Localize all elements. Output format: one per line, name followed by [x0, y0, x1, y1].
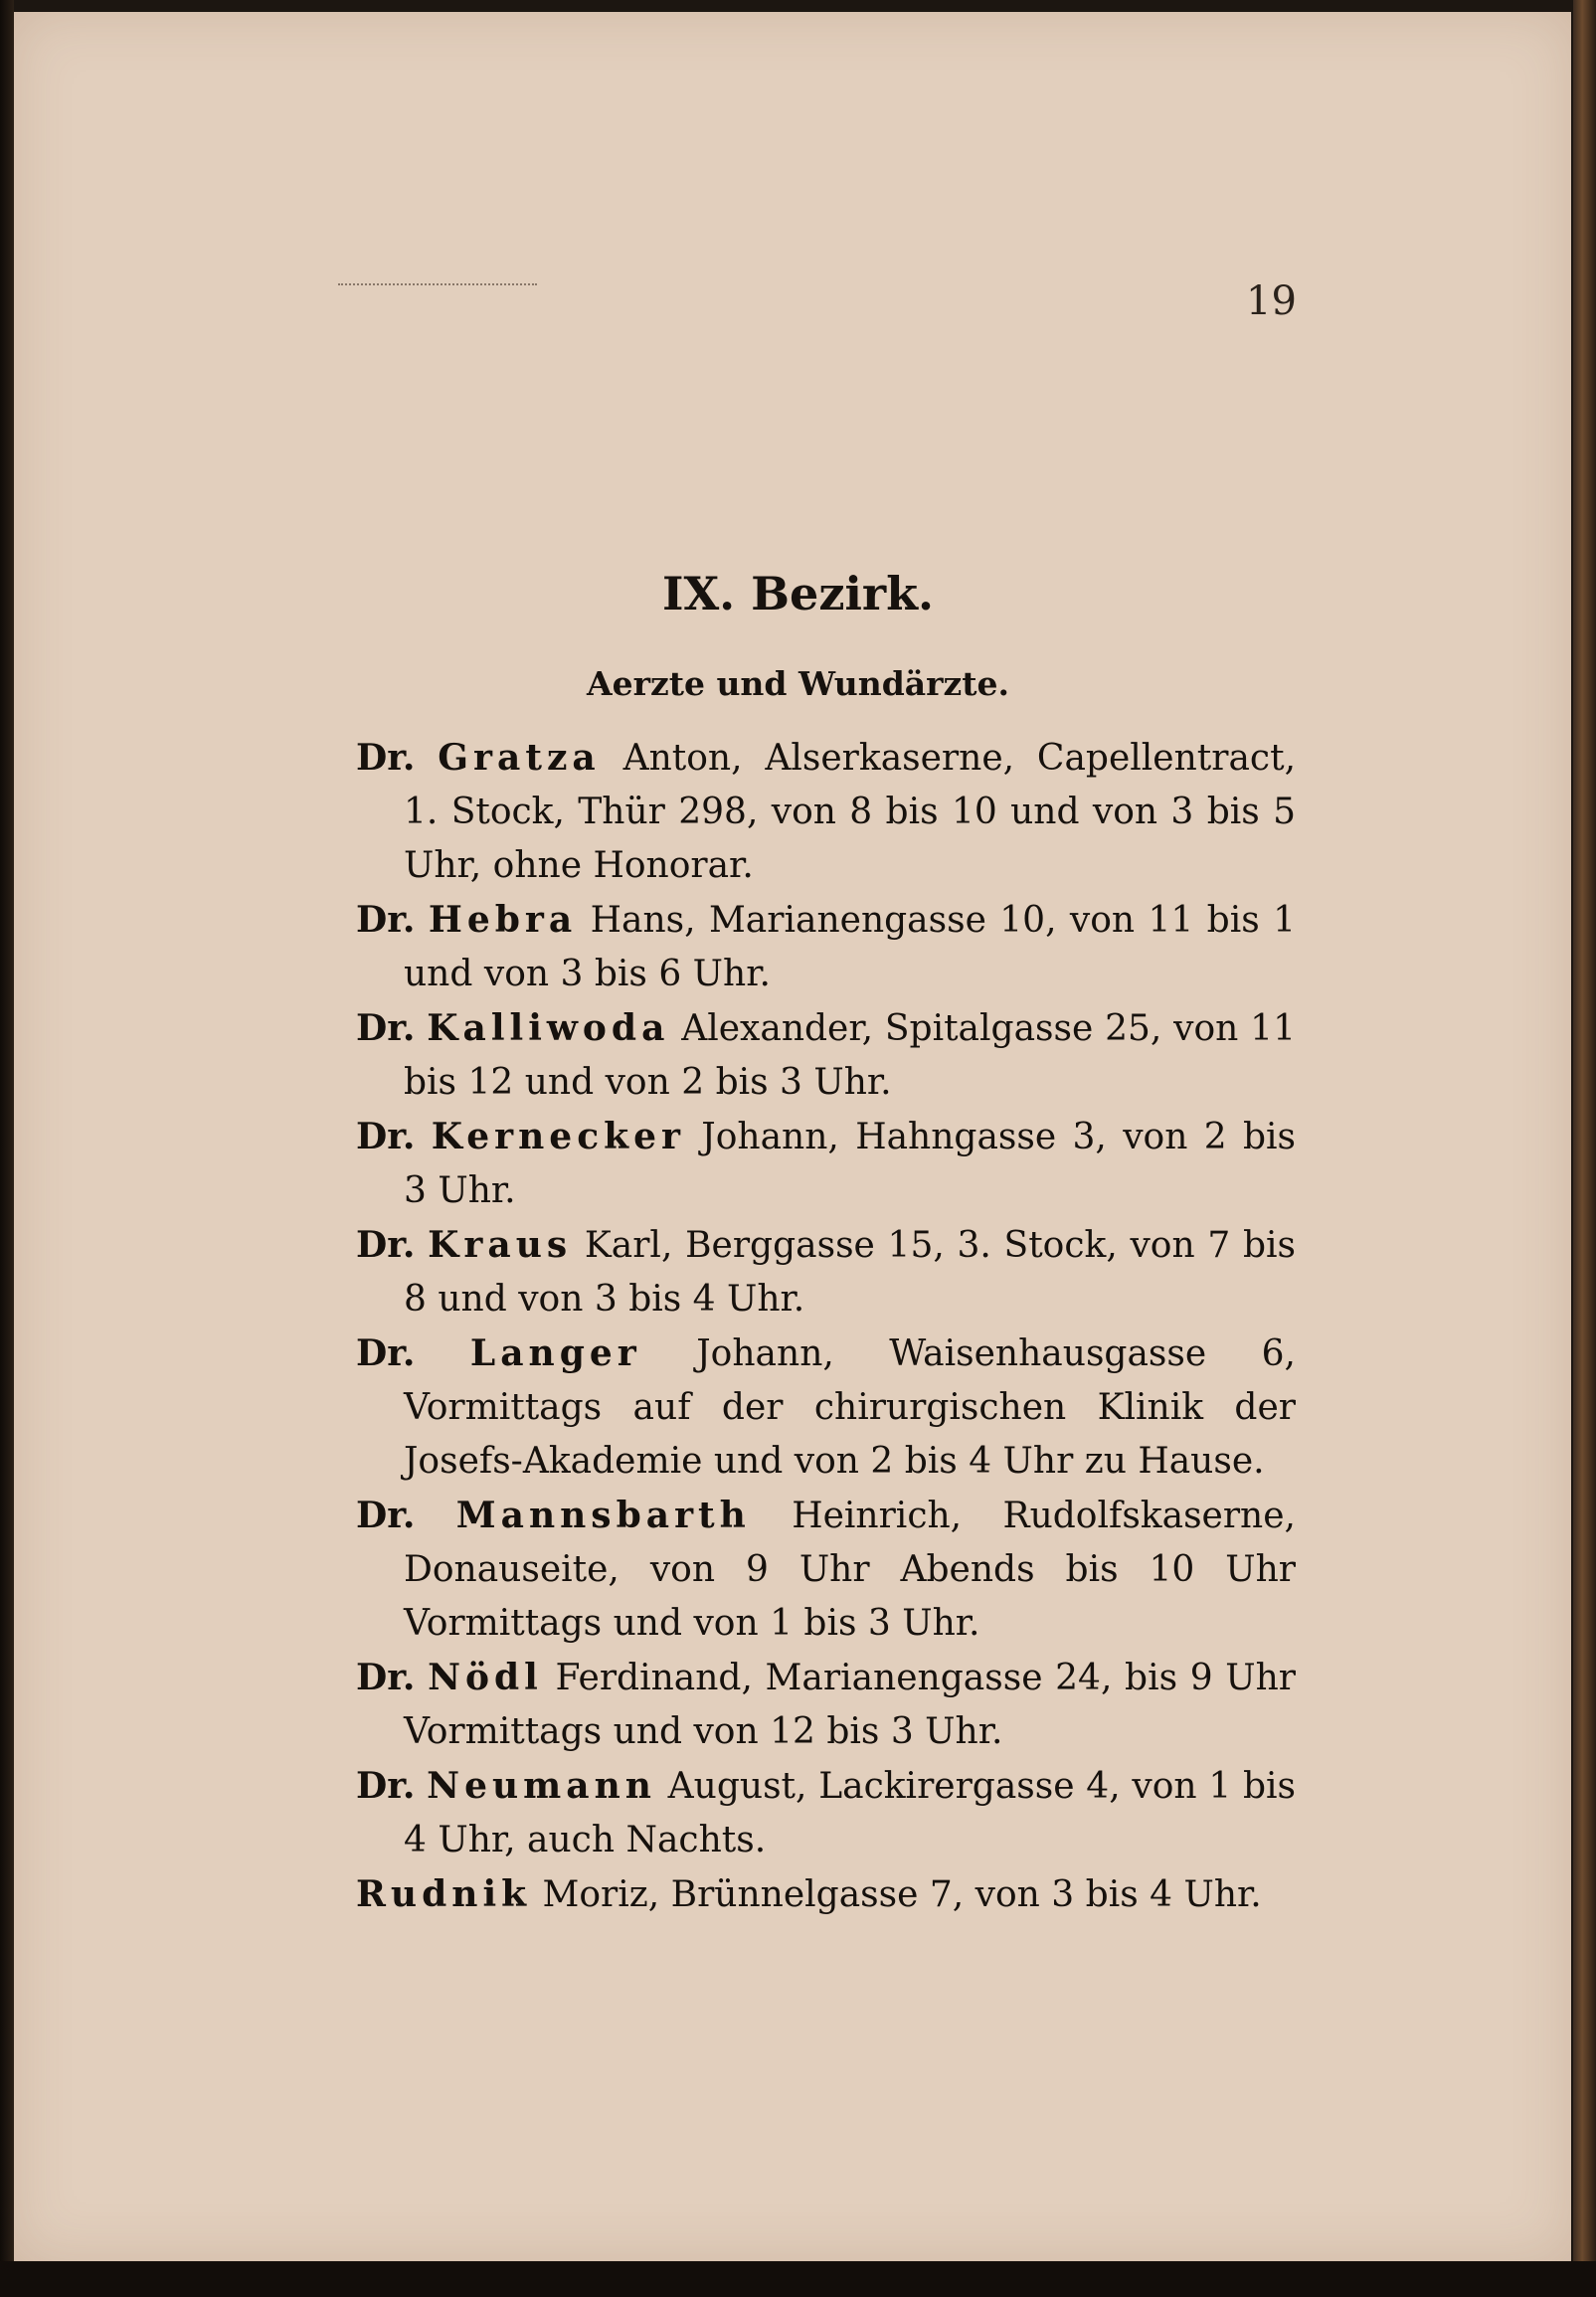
list-item [356, 1110, 1296, 1218]
entry-prefix: Dr. [356, 1116, 416, 1157]
section-title: IX. Bezirk. [661, 567, 935, 620]
entry-prefix: Dr. [356, 1007, 416, 1049]
list-item [356, 1867, 1296, 1922]
entry-name: Kernecker [431, 1116, 685, 1157]
entry-details: August, Lackirergasse 4, von 1 bis 4 Uhr, auch Nachts. [404, 1766, 1296, 1860]
entry-details: Johann, Waisenhausgasse 6, Vormittags auf der chirurgischen Klinik der Josefs-Akademie und von 2 bis 4 Uhr zu Hause. [404, 1333, 1296, 1482]
entry-prefix: Dr. [356, 1765, 416, 1807]
section-subtitle: Aerzte und Wundärzte. [586, 664, 1010, 703]
list-item [356, 1651, 1296, 1759]
entry-name: Rudnik [356, 1873, 532, 1915]
entry-name: Kraus [428, 1224, 573, 1266]
entry-name: Nödl [428, 1657, 543, 1698]
entry-details: Johann, Hahngasse 3, von 2 bis 3 Uhr. [404, 1117, 1296, 1211]
page-number: 19 [1246, 278, 1297, 324]
entry-prefix: Dr. [356, 1332, 416, 1374]
entry-name: Gratza [438, 737, 601, 779]
entry-name: Neumann [427, 1765, 656, 1807]
entry-details: Hans, Marianengasse 10, von 11 bis 1 und von 3 bis 6 Uhr. [404, 900, 1296, 994]
entry-details: Ferdinand, Marianengasse 24, bis 9 Uhr Vormittags und von 12 bis 3 Uhr. [404, 1658, 1296, 1752]
entry-details: Moriz, Brünnelgasse 7, von 3 bis 4 Uhr. [542, 1874, 1262, 1915]
list-item [356, 1218, 1296, 1326]
list-item [356, 1489, 1296, 1651]
entry-details: Alexander, Spitalgasse 25, von 11 bis 12 und von 2 bis 3 Uhr. [404, 1008, 1296, 1103]
entry-prefix: Dr. [356, 899, 416, 941]
book-spine [1573, 0, 1596, 2297]
entry-details: Heinrich, Rudolfskaserne, Donauseite, von 9 Uhr Abends bis 10 Uhr Vormittags und von 1 bis 3 Uhr. [404, 1496, 1296, 1644]
list-item [356, 1001, 1296, 1110]
entry-details: Karl, Berggasse 15, 3. Stock, von 7 bis 8 und von 3 bis 4 Uhr. [404, 1225, 1296, 1320]
doctor-list [356, 731, 1296, 1922]
list-item [356, 1326, 1296, 1489]
list-item [356, 893, 1296, 1001]
entry-details: Anton, Alserkaserne, Capellentract, 1. Stock, Thür 298, von 8 bis 10 und von 3 bis 5 Uhr, ohne Honorar. [404, 738, 1297, 886]
entry-name: Mannsbarth [455, 1495, 751, 1536]
entry-name: Kalliwoda [427, 1007, 670, 1049]
list-item [356, 731, 1296, 893]
list-item [356, 1759, 1296, 1867]
header-ornament [338, 283, 537, 315]
entry-prefix: Dr. [356, 1495, 416, 1536]
entry-prefix: Dr. [356, 737, 416, 779]
entry-name: Langer [469, 1332, 641, 1374]
entry-prefix: Dr. [356, 1657, 416, 1698]
book-left-edge [0, 0, 14, 2297]
book-bottom-edge [0, 2261, 1596, 2297]
entry-prefix: Dr. [356, 1224, 416, 1266]
entry-name: Hebra [428, 899, 578, 941]
